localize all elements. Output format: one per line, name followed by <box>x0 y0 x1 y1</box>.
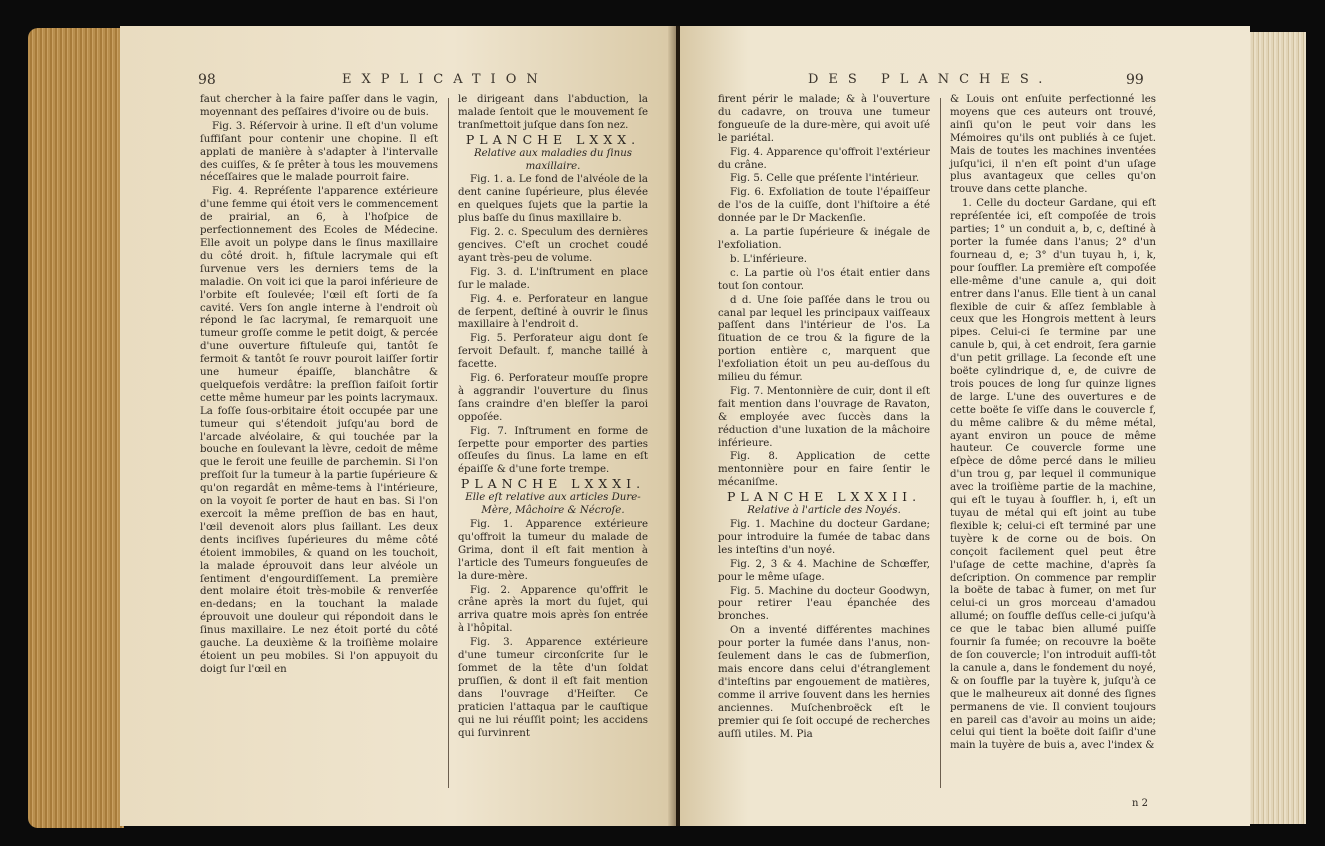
paragraph: Fig. 1. Apparence extérieure qu'offroit la tumeur du malade de Grima, dont il eſt fait mention à l'article des Tumeurs fongueuſes de la dure-mère. <box>458 519 648 582</box>
plate-subtitle: Relative aux maladies du ſinus maxillaire. <box>473 147 633 172</box>
right-fore-edge <box>1246 32 1306 824</box>
column-rule <box>940 98 941 788</box>
paragraph: Fig. 7. Mentonnière de cuir, dont il eſt fait mention dans l'ouvrage de Ravaton, & employée avec ſuccès dans la réduction d'une luxation de la mâchoire inférieure. <box>718 385 930 449</box>
left-page <box>120 26 676 826</box>
paragraph: le dirigeant dans l'abduction, la malade ſentoit que le mouvement ſe tranſmettoit juſque dans ſon nez. <box>458 94 648 131</box>
left-fore-edge <box>28 28 124 828</box>
paragraph: Fig. 6. Perforateur mouſſe propre à aggrandir l'ouverture du ſinus ſans craindre d'en bleſſer la paroi oppoſée. <box>458 373 648 423</box>
paragraph: Fig. 4. e. Perforateur en langue de ſerpent, deſtiné à ouvrir le ſinus maxillaire à l'endroit d. <box>458 293 648 331</box>
paragraph: Fig. 5. Celle que préſente l'intérieur. <box>730 173 920 185</box>
paragraph: firent périr le malade; & à l'ouverture du cadavre, on trouva une tumeur fongueuſe de la dure-mère, qui avoit uſé le pariétal. <box>718 94 930 144</box>
paragraph: Fig. 2. c. Speculum des dernières gencives. C'eſt un crochet coudé ayant très-peu de volume. <box>458 227 648 264</box>
paragraph: & Louis ont enſuite perfectionné les moyens que ces auteurs ont trouvé, ainſi qu'on le peut voir dans les Mémoires qu'ils ont publiés à ce ſujet. Mais de toutes les machines inventées juſqu'ici, il n'en eſt point d'un uſage plus avantageux que celles qu'on trouve dans cette planche. <box>950 94 1156 196</box>
paragraph: c. La partie où l'os était entier dans tout ſon contour. <box>718 267 930 292</box>
paragraph: b. L'inférieure. <box>730 253 808 265</box>
paragraph: 1. Celle du docteur Gardane, qui eſt repréſentée ici, eſt compoſée de trois parties; 1° un conduit a, b, c, deſtiné à porter la fumée dans l'anus; 2° d'un fourneau d, e; 3° d'un tuyau h, i, k, pour ſouffler. La première eſt compoſée elle-même d'une canule a, qui doit entrer dans l'anus. Elle tient à un canal flexible de cuir & aſſez ſemblable à ceux que les Hongrois mettent à leurs pipes. Celui-ci ſe termine par une canule b, qui, à cet endroit, ſera garnie d'un petit grillage. La ſeconde eſt une boëte cylindrique d, e, de cuivre de trois pouces de long ſur quinze lignes de large. L'une des ouvertures e de cette boëte ſe viſſe dans le couvercle f, du même calibre & du même métal, ayant environ un pouce de même hauteur. Ce couvercle forme une eſpèce de dôme percé dans le milieu d'un trou g, par lequel il communique avec la troiſième partie de la machine, qui eſt le tuyau à ſouffler. h, i, eſt un tuyau de métal qui eſt joint au tube flexible k; celui-ci eſt terminé par une tuyère k de corne ou de bois. On conçoit facilement quel peut être l'uſage de cette machine, d'après ſa deſcription. On commence par remplir la boëte de tabac à fumer, on met ſur celui-ci un gros morceau d'amadou allumé; on ſouffle deſſus celle-ci juſqu'à ce que le tabac bien allumé puiſſe fournir ſa fumée; on recouvre la boëte de ſon couvercle; l'on introduit auſſi-tôt la canule a, dans le fondement du noyé, & on ſouffle par la tuyère k, juſqu'à ce que le malheureux ait donné des ſignes permanens de vie. Il convient toujours en pareil cas d'avoir au moins un aide; celui qui tient la boëte doit ſaiſir d'une main la tuyère de buis a, avec l'index & <box>950 198 1156 752</box>
paragraph: Fig. 2. Apparence qu'offrit le crâne après la mort du ſujet, qui arriva quatre mois après ſon entrée à l'hôpital. <box>458 584 648 635</box>
column-rule <box>448 98 449 788</box>
paragraph: Fig. 3. Apparence extérieure d'une tumeur circonſcrite ſur le ſommet de la tête d'un ſoldat pruſſien, & dont il eſt fait mention dans l'ouvrage d'Heiſter. Ce praticien l'attaqua par le cauſtique qui ne lui réuſſit point; les accidens qui ſurvinrent <box>458 637 648 739</box>
paragraph: Fig. 1. Machine du docteur Gardane; pour introduire la fumée de tabac dans les inteſtins d'un noyé. <box>718 519 930 556</box>
paragraph: Fig. 7. Inſtrument en forme de ſerpette pour emporter des parties oſſeuſes du ſinus. La lame en eſt épaiſſe & d'une forte trempe. <box>458 425 648 476</box>
open-book <box>28 18 1306 836</box>
paragraph: Fig. 6. Exfoliation de toute l'épaiſſeur de l'os de la cuiſſe, dont l'hiſtoire a été donnée par le Dr Mackenſie. <box>718 187 930 225</box>
right-column-1 <box>718 94 930 742</box>
paragraph: Fig. 1. a. Le fond de l'alvéole de la dent canine ſupérieure, plus élevée en quelques ſujets que la partie la plus baſſe du ſinus maxillaire b. <box>458 174 648 225</box>
left-column-2 <box>458 94 648 741</box>
signature-mark: n 2 <box>1132 798 1148 809</box>
left-column-1 <box>200 94 438 678</box>
page-number-left: 98 <box>198 72 216 88</box>
paragraph: Fig. 4. Repréſente l'apparence extérieure d'une femme qui étoit vers le commencement de prairial, an 6, à l'hoſpice de perfectionnement des Ecoles de Médecine. Elle avoit un polype dans le ſinus maxillaire du côté droit. h, fiſtule lacrymale qui eſt ſurvenue vers les derniers tems de la maladie. On voit ici que la paroi inférieure de l'orbite eſt ſoulevée; l'œil eſt ſorti de ſa cavité. Vers ſon angle interne à l'endroit où répond le ſac lacrymal, ſe remarquoit une tumeur groſſe comme le petit doigt, & percée d'une ouverture fiſtuleuſe qui, tantôt ſe fermoit & tantôt ſe rouvr pouroit laiſſer ſortir une humeur épaiſſe, blanchâtre & quelquefois verdâtre: la preſſion faiſoit ſortir cette même humeur par les points lacrymaux. La foſſe ſous-orbitaire étoit occupée par une tumeur qui s'étendoit juſqu'au bord de l'arcade alvéolaire, & qui touchée par la bouche en ſoulevant la lèvre, cedoit de même que le feroit une feuille de parchemin. Si l'on preſſoit ſur la tumeur à la partie ſupérieure & qu'on regardât en même-tems à l'intérieure, on la voyoit ſe porter de haut en bas. Si l'on exercoit la même preſſion de bas en haut, l'œil devenoit alors plus ſaillant. Les deux dents inciſives ſupérieures du même côté étoient immobiles, & quand on les touchoit, la malade éprouvoit dans leur alvéole un ſentiment d'engourdiſſement. La première dent molaire étoit très-mobile & renverſée en-dedans; en la touchant la malade éprouvoit une douleur qui répondoit dans le ſinus maxillaire. Le nez étoit porté du côté gauche. La deuxième & la troiſième molaire étoient un peu mobiles. Si l'on appuyoit du doigt ſur l'œil en <box>200 186 438 675</box>
plate-subtitle: Elle eſt relative aux articles Dure-Mère, Mâchoire & Nécroſe. <box>465 492 641 517</box>
paragraph: Fig. 5. Machine du docteur Goodwyn, pour retirer l'eau épanchée des bronches. <box>718 585 930 623</box>
paragraph: Fig. 4. Apparence qu'offroit l'extérieur du crâne. <box>718 146 930 171</box>
plate-subtitle: Relative à l'article des Noyés. <box>747 505 901 517</box>
running-head-left: EXPLICATION <box>342 72 548 87</box>
right-column-2 <box>950 94 1156 754</box>
right-page <box>680 26 1250 826</box>
paragraph: a. La partie ſupérieure & inégale de l'exfoliation. <box>718 227 930 251</box>
paragraph: On a inventé différentes machines pour porter la fumée dans l'anus, non-ſeulement dans le cas de ſubmerſion, mais encore dans celui d'étranglement d'inteſtins par engouement de matières, comme il arrive ſouvent dans les hernies anciennes. Muſchenbroëck eſt le premier qui ſe ſoit occupé de recherches auſſi utiles. M. Pia <box>718 625 930 740</box>
paragraph: Fig. 3. d. L'inſtrument en place ſur le malade. <box>458 266 648 291</box>
paragraph: faut chercher à la faire paſſer dans le vagin, moyennant des peſſaires d'ivoire ou de buis. <box>200 94 438 118</box>
paragraph: Fig. 8. Application de cette mentonnière pour en faire ſentir le mécaniſme. <box>718 451 930 489</box>
plate-heading: PLANCHE LXXX. <box>465 131 641 147</box>
paragraph: d d. Une ſoie paſſée dans le trou ou canal par lequel les principaux vaiſſeaux paſſent dans l'intérieur de l'os. La ſituation de ce trou & la figure de la portion entière c, marquent que l'exfoliation étoit un peu au-deſſous du milieu du fémur. <box>718 294 930 384</box>
paragraph: Fig. 2, 3 & 4. Machine de Schœffer, pour le même uſage. <box>718 558 930 583</box>
plate-heading: PLANCHE LXXXI. <box>460 476 646 492</box>
page-number-right: 99 <box>1126 72 1144 88</box>
paragraph: Fig. 5. Perforateur aigu dont ſe ſervoit Default. f, manche taillé à facette. <box>458 333 648 371</box>
running-head-right: DES PLANCHES. <box>808 72 1053 87</box>
plate-heading: PLANCHE LXXXII. <box>726 489 922 505</box>
paragraph: Fig. 3. Réſervoir à urine. Il eſt d'un volume ſuffiſant pour contenir une chopine. Il eſt applati de manière à s'adapter à l'intervalle des cuiſſes, & ſe prêter à tous les mouvemens néceſſaires que le malade pourroit faire. <box>200 120 438 184</box>
